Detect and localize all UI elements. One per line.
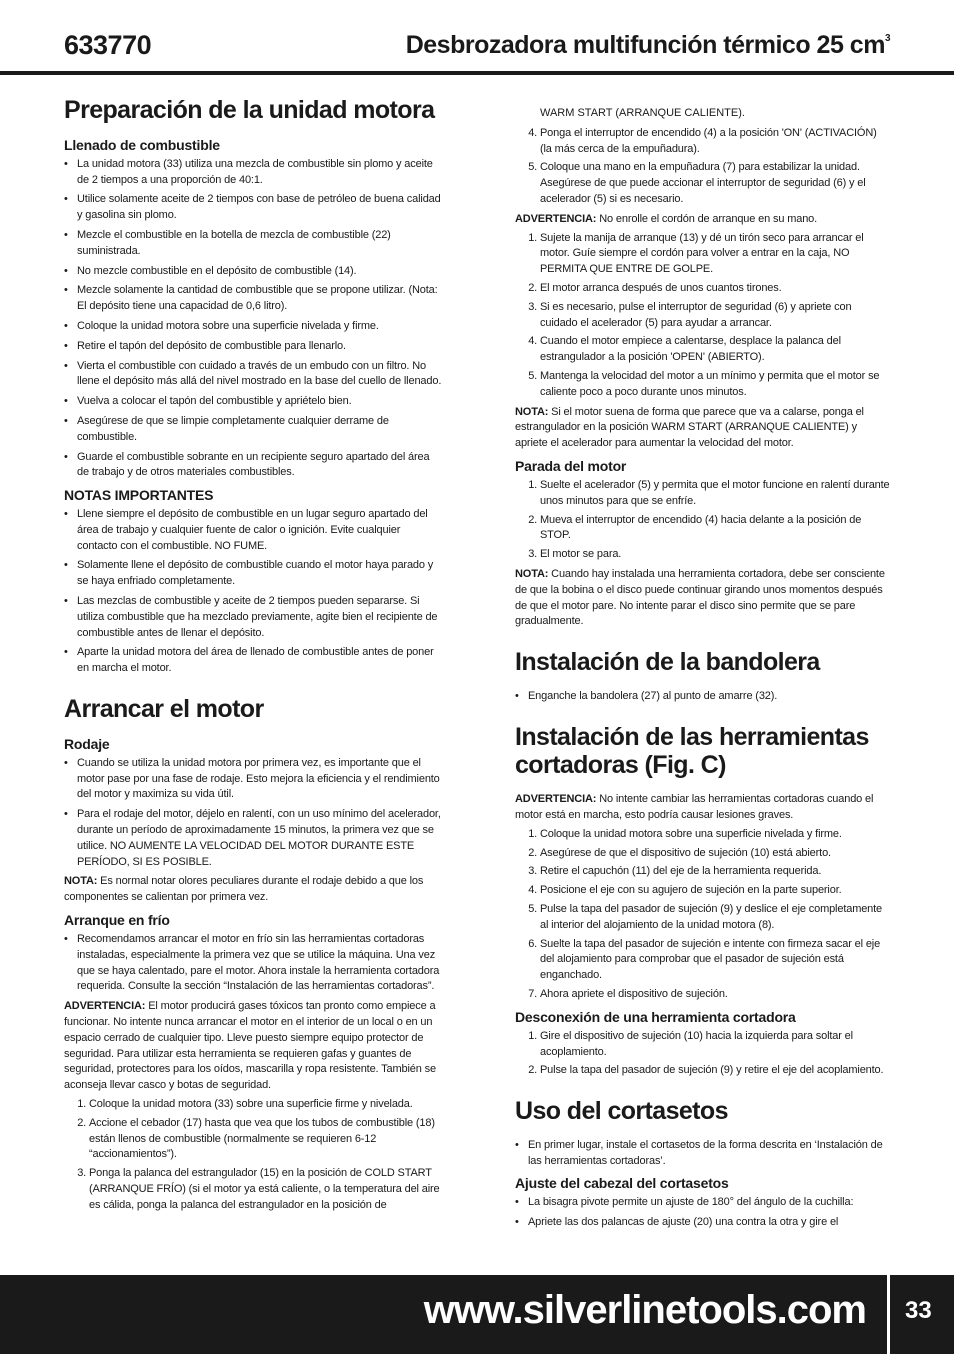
list-item: • Vuelva a colocar el tapón del combustible y apriételo bien. <box>64 394 442 410</box>
product-title-text: Desbrozadora multifunción térmico 25 cm <box>405 31 885 59</box>
list-item: • Aparte la unidad motora del área de llenado de combustible antes de poner en marcha el motor. <box>64 645 442 677</box>
step-item: 2. Pulse la tapa del pasador de sujeción (9) y retire el eje del acoplamiento. <box>540 1063 890 1079</box>
list-item: • Retire el tapón del depósito de combustible para llenarlo. <box>64 339 442 355</box>
step-item: 3. Retire el capuchón (11) del eje de la herramienta requerida. <box>540 864 890 880</box>
list-item: • Mezcle solamente la cantidad de combustible que se propone utilizar. (Nota: El depósito tiene una capacidad de 0,6 litro). <box>64 283 442 315</box>
product-title-sup: 3 <box>884 33 890 44</box>
start-section <box>64 695 442 1213</box>
prep-title: Preparación de la unidad motora <box>64 96 435 124</box>
tools-title: Instalación de las herramientas cortadoras (Fig. C) <box>515 722 869 780</box>
fuel-heading: Llenado de combustible <box>64 136 220 153</box>
step-item: 2. El motor arranca después de unos cuantos tirones. <box>540 281 890 297</box>
tools-warning <box>515 792 890 824</box>
step-item: 4. Ponga el interruptor de encendido (4) a la posición 'ON' (ACTIVACIÓN) (la más cerca de la empuñadura). <box>540 126 890 158</box>
note-text: Cuando hay instalada una herramienta cortadora, debe ser consciente de que la bobina o el disco puede continuar girando unos momentos después de que el motor pare. No intente parar el disco sino permite que se pare gradualmente. <box>515 567 885 628</box>
list-item: • Recomendamos arrancar el motor en frío sin las herramientas cortadoras instaladas, especialmente la primera vez que se utilice la máquina. Una vez que se haya calentado, pare el motor. Ahora instale la herramienta cortadora requerida. Consulte la sección “Instalación de las herramientas cortadoras”. <box>64 932 442 995</box>
note-text: Es normal notar olores peculiares durante el rodaje debido a que los componentes se calientan por primera vez. <box>64 875 424 904</box>
strap-list <box>515 689 890 705</box>
note-2 <box>515 567 890 630</box>
list-item: • Utilice solamente aceite de 2 tiempos con base de petróleo de buena calidad y gasolina sin plomo. <box>64 192 442 224</box>
product-title <box>406 31 890 60</box>
list-item: • Las mezclas de combustible y aceite de 2 tiempos pueden separarse. Si utiliza combustible que ha mezclado previamente, agite bien el recipiente de combustible antes de llenar el depósito. <box>64 594 442 641</box>
list-item: • La bisagra pivote permite un ajuste de 180° del ángulo de la cuchilla: <box>515 1195 890 1211</box>
list-item: • Para el rodaje del motor, déjelo en ralentí, con un uso mínimo del acelerador, durante un período de aproximadamente 15 minutos, la primera vez que se utilice. NO AUMENTE LA VELOCIDAD DEL MOTOR DURANTE ESTE PERÍODO, SI ES POSIBLE. <box>64 807 442 870</box>
list-item: • Llene siempre el depósito de combustible en un lugar seguro apartado del área de trabajo y cualquier fuente de calor o ignición. Evite cualquier contacto con el combustible. NO FUME. <box>64 507 442 554</box>
step-item: 1. Coloque la unidad motora sobre una superficie nivelada y firme. <box>540 827 890 843</box>
list-item: • No mezcle combustible en el depósito de combustible (14). <box>64 264 442 280</box>
list-item: • Mezcle el combustible en la botella de mezcla de combustible (22) suministrada. <box>64 228 442 260</box>
step-item: 1. Sujete la manija de arranque (13) y dé un tirón seco para arrancar el motor. Guíe siempre el cordón para volver a entrar en la caja, NO PERMITA QUE ENTRE DE GOLPE. <box>540 231 890 278</box>
notes-list <box>64 507 442 677</box>
warning-text: El motor producirá gases tóxicos tan pronto como empiece a funcionar. No intente nunca arrancar el motor en el interior de un local o en un espacio cerrado de cualquier tipo. Lleve puesto siempre equipo protector de seguridad. Para utilizar esta herramienta se requieren gafas y guantes de seguridad, protectores para los oídos, mascarilla y ropa resistente. También se aconseja llevar casco y botas de seguridad. <box>64 1000 436 1092</box>
note-label: NOTA: <box>515 567 549 580</box>
hedge-title: Uso del cortasetos <box>515 1097 728 1126</box>
step-item: 1. Gire el dispositivo de sujeción (10) hacia la izquierda para soltar el acoplamiento. <box>540 1029 890 1061</box>
break-note <box>64 874 442 906</box>
stop-heading: Parada del motor <box>515 457 627 474</box>
list-item: • Cuando se utiliza la unidad motora por primera vez, es importante que el motor pase por una fase de rodaje. Esto mejora la eficiencia y el rendimiento del motor y maximiza su vida útil. <box>64 756 442 803</box>
step-item: 1. Coloque la unidad motora (33) sobre una superficie firme y nivelada. <box>89 1097 442 1113</box>
tools-steps <box>515 827 890 1003</box>
prep-section <box>64 96 442 677</box>
step-item: 7. Ahora apriete el dispositivo de sujeción. <box>540 987 890 1003</box>
fuel-list <box>64 157 442 481</box>
step-item: 5. Pulse la tapa del pasador de sujeción (9) y deslice el eje completamente al interior del alojamiento de la unidad motora (8). <box>540 902 890 934</box>
list-item: • Coloque la unidad motora sobre una superficie nivelada y firme. <box>64 319 442 335</box>
disc-steps <box>515 1029 890 1079</box>
right-column <box>515 96 890 1249</box>
note-text: Si el motor suena de forma que parece que va a calarse, ponga el estrangulador en la posición WARM START (ARRANQUE CALIENTE) y apriete el acelerador para aumentar la velocidad del motor. <box>515 405 864 450</box>
hedge-section <box>515 1097 890 1231</box>
list-item: • Guarde el combustible sobrante en un recipiente seguro apartado del área de trabajo y de otros materiales combustibles. <box>64 450 442 482</box>
step-item: 4. Posicione el eje con su agujero de sujeción en la parte superior. <box>540 883 890 899</box>
note-1 <box>515 405 890 452</box>
product-code: 633770 <box>64 30 152 60</box>
note-label: NOTA: <box>64 875 98 888</box>
page-header <box>0 0 954 78</box>
header-divider <box>0 71 954 75</box>
footer-divider <box>887 1275 890 1354</box>
start-title: Arrancar el motor <box>64 695 264 724</box>
list-item: • Apriete las dos palancas de ajuste (20) una contra la otra y gire el <box>515 1215 890 1231</box>
adjust-heading: Ajuste del cabezal del cortasetos <box>515 1175 729 1192</box>
step-item: 3. Si es necesario, pulse el interruptor de seguridad (6) y apriete con cuidado el acelerador (5) para ayudar a arrancar. <box>540 300 890 332</box>
cold-steps <box>64 1097 442 1214</box>
warning-text: No intente cambiar las herramientas cortadoras cuando el motor está en marcha, esto podría causar lesiones graves. <box>515 793 874 821</box>
break-list <box>64 756 442 871</box>
cold-warning <box>64 999 442 1094</box>
break-heading: Rodaje <box>64 735 110 752</box>
step-item: 2. Asegúrese de que el dispositivo de sujeción (10) está abierto. <box>540 846 890 862</box>
steps-b <box>515 231 890 401</box>
hedge-list <box>515 1138 890 1170</box>
list-item: • Solamente llene el depósito de combustible cuando el motor haya parado y se haya enfriado completamente. <box>64 558 442 590</box>
adjust-list <box>515 1195 890 1231</box>
list-item: • En primer lugar, instale el cortasetos de la forma descrita en ‘Instalación de las herramientas cortadoras’. <box>515 1138 890 1170</box>
strap-title: Instalación de la bandolera <box>515 648 820 677</box>
step-item: 1. Suelte el acelerador (5) y permita que el motor funcione en ralentí durante unos minutos para que se enfríe. <box>540 478 890 510</box>
cold-list <box>64 932 442 995</box>
step-item: 3. El motor se para. <box>540 547 890 563</box>
step-item: 3. Ponga la palanca del estrangulador (15) en la posición de COLD START (ARRANQUE FRÍO) (si el motor ya está caliente, o la temperatura del aire es cálida, ponga la palanca del estrangulador en la posición de <box>89 1166 442 1213</box>
tools-section <box>515 723 890 1079</box>
step-item: 2. Accione el cebador (17) hasta que vea que los tubos de combustible (18) están llenos de combustible (normalmente se requieren 6-12 “accionamientos”). <box>89 1116 442 1163</box>
page-number: 33 <box>905 1297 932 1324</box>
steps-a <box>515 126 890 208</box>
cold-heading: Arranque en frío <box>64 911 170 928</box>
step-item: 5. Coloque una mano en la empuñadura (7) para estabilizar la unidad. Asegúrese de que puede accionar el interruptor de seguridad (6) y el acelerador (5) si es necesario. <box>540 160 890 207</box>
website-link[interactable]: www.silverlinetools.com <box>423 1288 866 1332</box>
step-item: 2. Mueva el interruptor de encendido (4) hacia delante a la posición de STOP. <box>540 513 890 545</box>
left-column <box>64 96 442 1232</box>
list-item: • Vierta el combustible con cuidado a través de un embudo con un filtro. No llene el depósito más allá del nivel mostrado en la base del cuello de llenado. <box>64 359 442 391</box>
page-footer <box>0 1275 954 1354</box>
warning-label: ADVERTENCIA: <box>515 793 597 806</box>
step-item: 6. Suelte la tapa del pasador de sujeción e intente con firmeza sacar el eje del alojamiento para comprobar que el pasador de sujeción está enganchado. <box>540 937 890 984</box>
list-item: • Enganche la bandolera (27) al punto de amarre (32). <box>515 689 890 705</box>
step-item: 5. Mantenga la velocidad del motor a un mínimo y permita que el motor se caliente poco a poco durante unos minutos. <box>540 369 890 401</box>
list-item: • Asegúrese de que se limpie completamente cualquier derrame de combustible. <box>64 414 442 446</box>
note-label: NOTA: <box>515 405 549 418</box>
start-continued <box>515 106 890 630</box>
strap-section <box>515 648 890 705</box>
warning-label: ADVERTENCIA: <box>64 1000 146 1013</box>
continued-text: WARM START (ARRANQUE CALIENTE). <box>540 107 745 119</box>
list-item: • La unidad motora (33) utiliza una mezcla de combustible sin plomo y aceite de 2 tiempos a una proporción de 40:1. <box>64 157 442 189</box>
warning-label: ADVERTENCIA: <box>515 212 597 225</box>
warning-text: No enrolle el cordón de arranque en su mano. <box>596 212 818 225</box>
warning-1 <box>515 212 890 228</box>
stop-steps <box>515 478 890 563</box>
disc-heading: Desconexión de una herramienta cortadora <box>515 1008 796 1025</box>
notes-heading: NOTAS IMPORTANTES <box>64 487 214 504</box>
step-item: 4. Cuando el motor empiece a calentarse, desplace la palanca del estrangulador a la posición 'OPEN' (ABIERTO). <box>540 334 890 366</box>
